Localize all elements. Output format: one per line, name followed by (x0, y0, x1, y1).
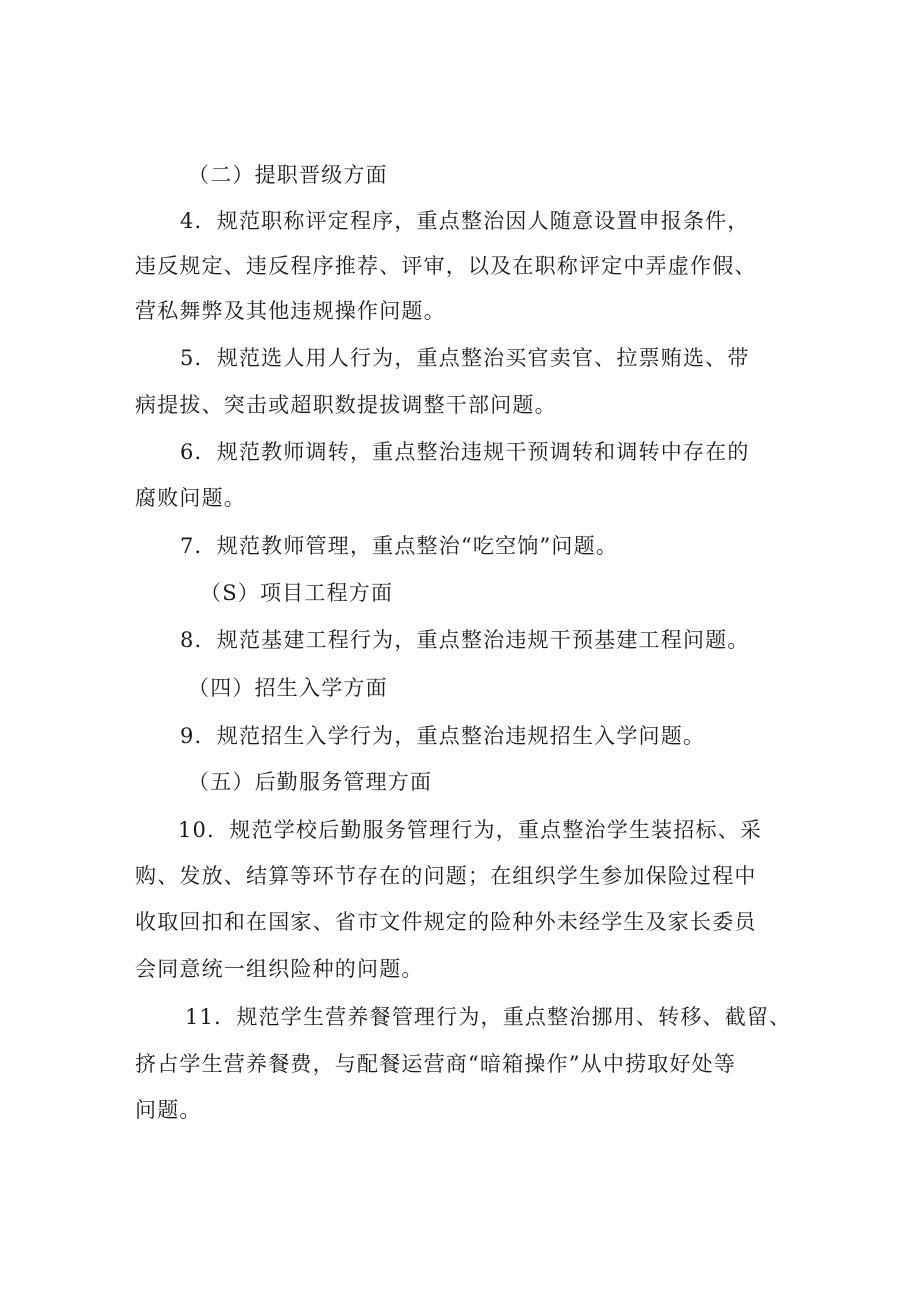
section-heading-enrollment: （四）招生入学方面 (188, 676, 388, 700)
section-heading-projects: （S）项目工程方面 (200, 581, 394, 605)
paragraph-line: 购、发放、结算等环节存在的问题；在组织学生参加保险过程中 (135, 864, 757, 888)
section-heading-promotion: （二）提职晋级方面 (188, 163, 388, 187)
paragraph-line: 9．规范招生入学行为，重点整治违规招生入学问题。 (180, 724, 706, 748)
paragraph-line: 7．规范教师管理，重点整治“吃空饷”问题。 (180, 534, 619, 558)
section-heading-logistics: （五）后勤服务管理方面 (188, 770, 433, 794)
paragraph-line: 收取回扣和在国家、省市文件规定的险种外未经学生及家长委员 (135, 910, 757, 934)
paragraph-line: 病提拔、突击或超职数提拔调整干部问题。 (135, 393, 557, 417)
paragraph-line: 营私舞弊及其他违规操作问题。 (135, 299, 446, 323)
paragraph-line: 8．规范基建工程行为，重点整治违规干预基建工程问题。 (180, 628, 750, 652)
paragraph-line: 问题。 (135, 1098, 202, 1122)
paragraph-line: 挤占学生营养餐费，与配餐运营商“暗箱操作”从中捞取好处等 (135, 1052, 737, 1076)
paragraph-line: 会同意统一组织险种的问题。 (135, 957, 424, 981)
paragraph-line: 腐败问题。 (135, 486, 246, 510)
paragraph-line: 6．规范教师调转，重点整治违规干预调转和调转中存在的 (180, 440, 750, 464)
paragraph-line: 10．规范学校后勤服务管理行为，重点整治学生装招标、采 (178, 818, 763, 842)
paragraph-line: 4．规范职称评定程序，重点整治因人随意设置申报条件， (180, 209, 750, 233)
paragraph-line: 违反规定、违反程序推荐、评审，以及在职称评定中弄虚作假、 (135, 254, 757, 278)
paragraph-line: 5．规范选人用人行为，重点整治买官卖官、拉票贿选、带 (180, 346, 750, 370)
paragraph-line: 11．规范学生营养餐管理行为，重点整治挪用、转移、截留、 (185, 1005, 792, 1029)
